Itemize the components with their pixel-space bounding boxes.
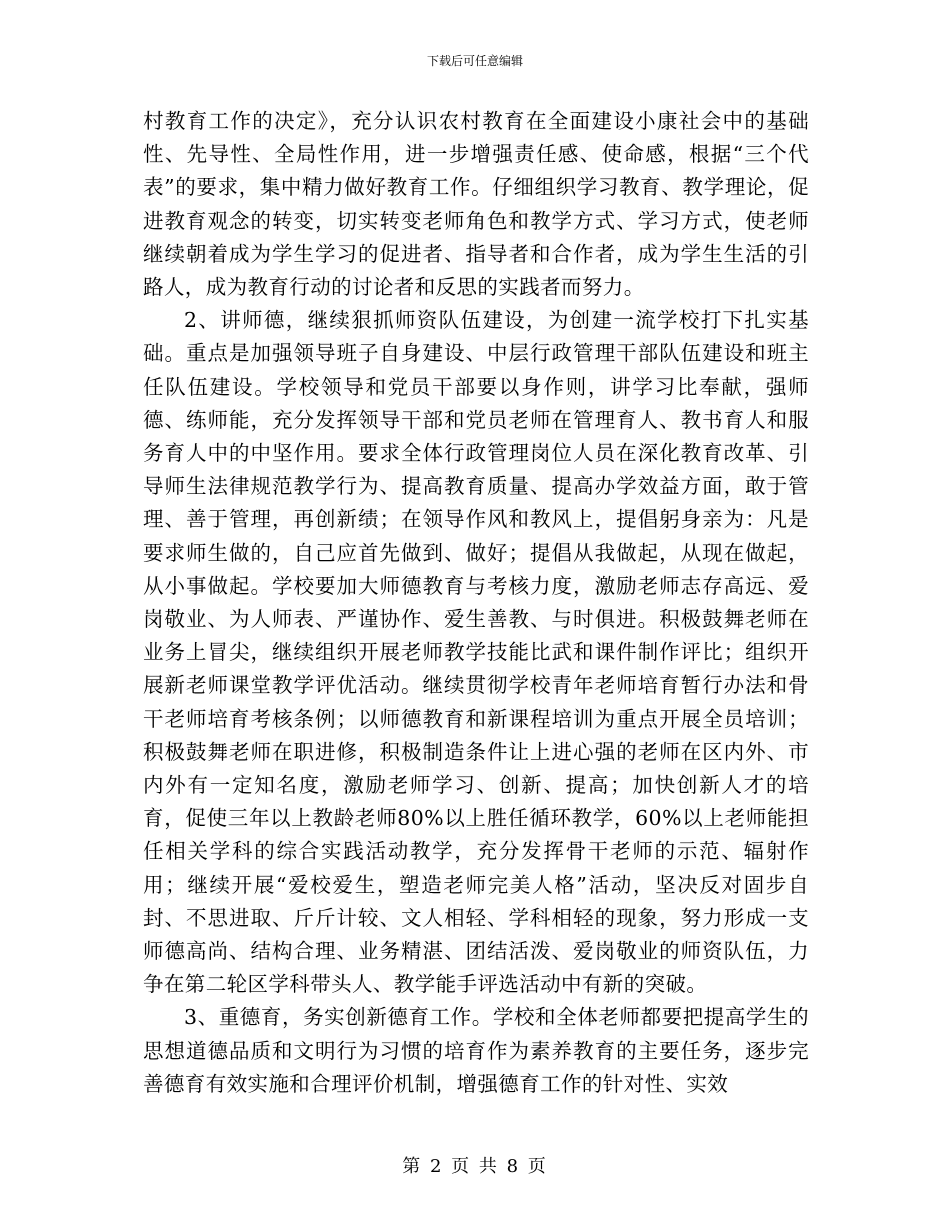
paragraph-teacher-ethics: 2、讲师德，继续狠抓师资队伍建设，为创建一流学校打下扎实基础。重点是加强领导班子自身建设、中层行政管理干部队伍建设和班主任队伍建设。学校领导和党员干部要以身作则，讲学习比奉献，强师德、练师能，充分发挥领导干部和党员老师在管理育人、教书育人和服务育人中的中坚作用。要求全体行政管理岗位人员在深化教育改革、引导师生法律规范教学行为、提高教育质量、提高办学效益方面，敢于管理、善于管理，再创新绩；在领导作风和教风上，提倡躬身亲为：凡是要求师生做的，自己应首先做到、做好；提倡从我做起，从现在做起，从小事做起。学校要加大师德教育与考核力度，激励老师志存高远、爱岗敬业、为人师表、严谨协作、爱生善教、与时俱进。积极鼓舞老师在业务上冒尖，继续组织开展老师教学技能比武和课件制作评比；组织开展新老师课堂教学评优活动。继续贯彻学校青年老师培育暂行办法和骨干老师培育考核条例；以师德教育和新课程培训为重点开展全员培训；积极鼓舞老师在职进修，积极制造条件让上进心强的老师在区内外、市内外有一定知名度，激励老师学习、创新、提高；加快创新人才的培育，促使三年以上教龄老师80%以上胜任循环教学，60%以上老师能担任相关学科的综合实践活动教学，充分发挥骨干老师的示范、辐射作用；继续开展“爱校爱生，塑造老师完美人格”活动，坚决反对固步自封、不思进取、斤斤计较、文人相轻、学科相轻的现象，努力形成一支师德高尚、结构合理、业务精湛、团结活泼、爱岗敬业的师资队伍，力争在第二轮区学科带头人、教学能手评选活动中有新的突破。 [143, 308, 809, 997]
paragraph-moral-education: 3、重德育，务实创新德育工作。学校和全体老师都要把提高学生的思想道德品质和文明行为习惯的培育作为素养教育的主要任务，逐步完善德育有效实施和合理评价机制，增强德育工作的针对性、实效 [143, 1005, 809, 1096]
document-body [143, 105, 809, 1101]
page-number-label: 第 2 页 共 8 页 [402, 1156, 548, 1177]
page-footer [0, 1155, 950, 1179]
page-header-note: 下载后可任意编辑 [426, 54, 523, 68]
paragraph-continuation: 村教育工作的决定》，充分认识农村教育在全面建设小康社会中的基础性、先导性、全局性作用，进一步增强责任感、使命感，根据“三个代表”的要求，集中精力做好教育工作。仔细组织学习教育、教学理论，促进教育观念的转变，切实转变老师角色和教学方式、学习方式，使老师继续朝着成为学生学习的促进者、指导者和合作者，成为学生生活的引路人，成为教育行动的讨论者和反思的实践者而努力。 [143, 109, 809, 300]
